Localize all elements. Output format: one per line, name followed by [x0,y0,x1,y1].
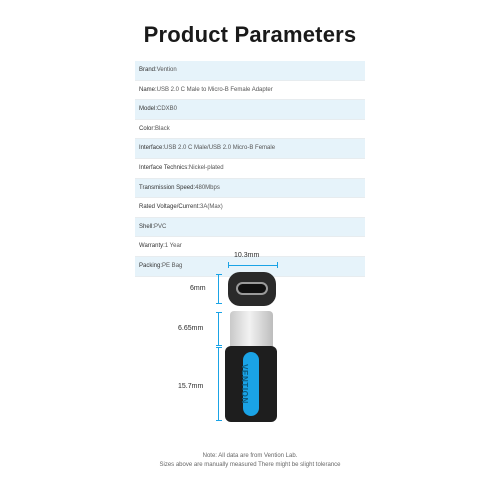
spec-row-brand: Brand:Vention [135,61,365,81]
usb-c-plug [230,311,273,348]
note-line-2: Sizes above are manually measured There might be slight tolerance [159,462,341,468]
spec-row-model: Model:CDXB0 [135,100,365,120]
thickness-dimension-line [216,274,222,304]
micro-b-port-end-view [228,272,276,306]
note-line-1: Note: All data are from Vention Lab. [202,453,298,459]
page-title: Product Parameters [143,22,357,47]
spec-row-interface: Interface:USB 2.0 C Male/USB 2.0 Micro-B Female [135,139,365,159]
body-length-dimension-label: 15.7mm [178,383,204,390]
spec-table [135,61,365,277]
spec-row-rated-voltage: Rated Voltage/Current:3A(Max) [135,198,365,218]
spec-row-color: Color:Black [135,120,365,140]
spec-row-interface-technics: Interface Technics:Nickel-plated [135,159,365,179]
plug-length-dimension-line [216,312,222,346]
spec-row-transmission-speed: Transmission Speed:480Mbps [135,179,365,199]
plug-length-dimension-label: 6.65mm [178,325,204,332]
width-dimension-label: 10.3mm [234,252,260,259]
micro-b-slot [236,282,268,295]
thickness-dimension-label: 6mm [190,285,206,292]
spec-row-shell: Shell:PVC [135,218,365,238]
spec-row-name: Name:USB 2.0 C Male to Micro-B Female Adapter [135,81,365,101]
spec-row-packing: Packing:PE Bag [135,257,365,277]
width-dimension-line [228,262,278,268]
body-length-dimension-line [216,347,222,421]
brand-logo-text: VENTION [240,364,249,404]
adapter-body [225,346,277,422]
spec-row-warranty: Warranty:1 Year [135,237,365,257]
